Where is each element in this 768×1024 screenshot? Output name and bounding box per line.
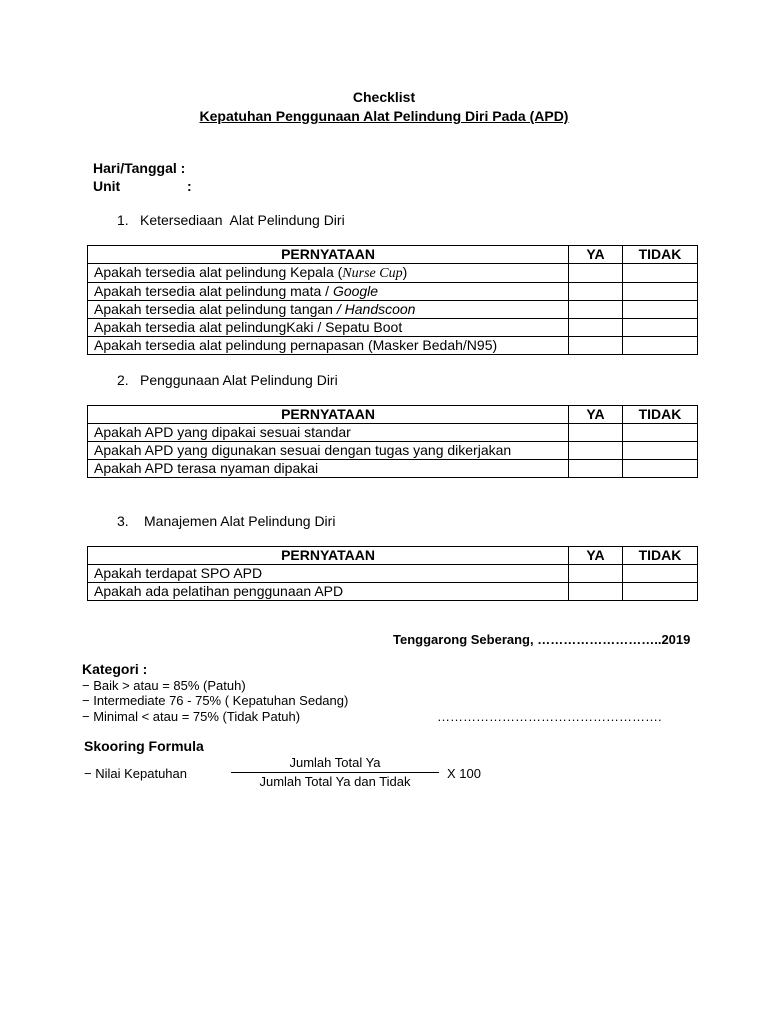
statement-cell: Apakah tersedia alat pelindung pernapasan (Masker Bedah/N95): [88, 337, 569, 355]
formula-multiplier: X 100: [447, 766, 481, 781]
statement-emphasis: / Handscoon: [336, 301, 416, 317]
col-pernyataan: PERNYATAAN: [88, 246, 569, 264]
statement-cell: [88, 264, 569, 283]
table-manajemen: [87, 546, 698, 601]
table-row: [88, 264, 698, 283]
statement-cell: Apakah tersedia alat pelindungKaki / Sepatu Boot: [88, 319, 569, 337]
tidak-cell[interactable]: [623, 565, 698, 583]
ya-cell[interactable]: [569, 424, 623, 442]
statement-cell: Apakah APD yang digunakan sesuai dengan tugas yang dikerjakan: [88, 442, 569, 460]
statement-cell: Apakah ada pelatihan penggunaan APD: [88, 583, 569, 601]
table-header-row: [88, 246, 698, 264]
statement-cell: Apakah terdapat SPO APD: [88, 565, 569, 583]
tidak-cell[interactable]: [623, 442, 698, 460]
statement-cell: [88, 283, 569, 301]
ya-cell[interactable]: [569, 301, 623, 319]
formula-denominator: Jumlah Total Ya dan Tidak: [259, 774, 411, 789]
page-title: Checklist: [352, 89, 416, 105]
tidak-cell[interactable]: [623, 337, 698, 355]
section-3-number: 3.: [117, 513, 129, 529]
section-1-number: 1.: [117, 212, 129, 228]
ya-cell[interactable]: [569, 583, 623, 601]
table-ketersediaan: [87, 245, 698, 355]
table-row: [88, 301, 698, 319]
statement-text: Apakah tersedia alat pelindung Kepala (: [94, 264, 343, 280]
table-row: [88, 565, 698, 583]
col-pernyataan: PERNYATAAN: [88, 406, 569, 424]
tidak-cell[interactable]: [623, 283, 698, 301]
ya-cell[interactable]: [569, 283, 623, 301]
tidak-cell[interactable]: [623, 460, 698, 478]
tidak-cell[interactable]: [623, 301, 698, 319]
col-ya: YA: [569, 406, 623, 424]
section-1-heading: Ketersediaan Alat Pelindung Diri: [140, 212, 345, 228]
tidak-cell[interactable]: [623, 264, 698, 283]
signature-dots: …………………………………………….: [437, 709, 662, 724]
ya-cell[interactable]: [569, 319, 623, 337]
statement-cell: Apakah APD terasa nyaman dipakai: [88, 460, 569, 478]
statement-emphasis: Nurse Cup: [342, 266, 403, 281]
kategori-item-baik: − Baik > atau = 85% (Patuh): [82, 678, 246, 693]
table-row: [88, 283, 698, 301]
ya-cell[interactable]: [569, 264, 623, 283]
unit-colon: :: [187, 178, 192, 194]
col-ya: YA: [569, 246, 623, 264]
table-penggunaan: [87, 405, 698, 478]
table-header-row: [88, 406, 698, 424]
section-2-heading: Penggunaan Alat Pelindung Diri: [140, 372, 338, 388]
formula-label: − Nilai Kepatuhan: [84, 766, 187, 781]
col-ya: YA: [569, 547, 623, 565]
fraction-line: [231, 772, 439, 773]
statement-emphasis: Google: [332, 283, 379, 299]
page-subtitle: Kepatuhan Penggunaan Alat Pelindung Diri Pada (APD): [199, 108, 569, 124]
table-row: [88, 583, 698, 601]
statement-text: Apakah tersedia alat pelindung mata /: [94, 283, 333, 299]
table-row: [88, 424, 698, 442]
section-2-number: 2.: [117, 372, 129, 388]
hari-tanggal-label: Hari/Tanggal :: [93, 160, 186, 176]
ya-cell[interactable]: [569, 460, 623, 478]
place-date: Tenggarong Seberang, ………………………..2019: [393, 632, 691, 647]
unit-label: Unit: [93, 178, 121, 194]
ya-cell[interactable]: [569, 442, 623, 460]
col-tidak: TIDAK: [623, 246, 698, 264]
statement-cell: [88, 301, 569, 319]
kategori-item-intermediate: − Intermediate 76 - 75% ( Kepatuhan Sedang): [82, 693, 349, 708]
kategori-heading: Kategori :: [82, 661, 148, 677]
tidak-cell[interactable]: [623, 319, 698, 337]
statement-text: Apakah tersedia alat pelindung tangan: [94, 301, 337, 317]
kategori-item-minimal: − Minimal < atau = 75% (Tidak Patuh): [82, 709, 301, 724]
formula-numerator: Jumlah Total Ya: [289, 755, 381, 770]
statement-tail: ): [402, 264, 408, 280]
section-3-heading: Manajemen Alat Pelindung Diri: [144, 513, 336, 529]
ya-cell[interactable]: [569, 565, 623, 583]
table-row: [88, 460, 698, 478]
table-header-row: [88, 547, 698, 565]
table-row: [88, 319, 698, 337]
col-pernyataan: PERNYATAAN: [88, 547, 569, 565]
table-row: [88, 442, 698, 460]
tidak-cell[interactable]: [623, 583, 698, 601]
ya-cell[interactable]: [569, 337, 623, 355]
col-tidak: TIDAK: [623, 406, 698, 424]
statement-cell: Apakah APD yang dipakai sesuai standar: [88, 424, 569, 442]
tidak-cell[interactable]: [623, 424, 698, 442]
col-tidak: TIDAK: [623, 547, 698, 565]
formula-heading: Skooring Formula: [84, 738, 204, 754]
table-row: [88, 337, 698, 355]
